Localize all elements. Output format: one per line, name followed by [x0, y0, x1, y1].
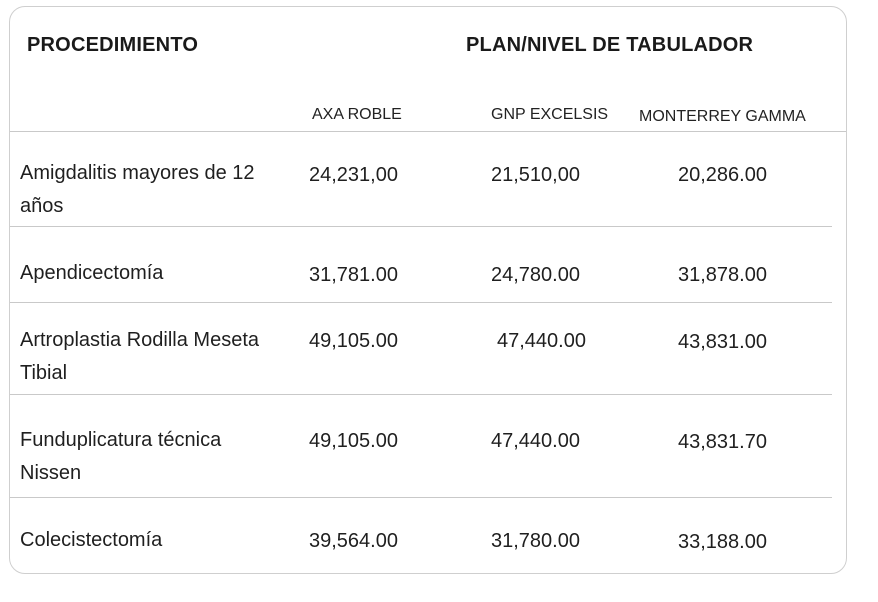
row-value-gnp: 47,440.00 — [497, 330, 586, 352]
row-value-monterrey: 43,831.70 — [678, 431, 767, 453]
row-procedure: Colecistectomía — [20, 529, 163, 551]
row-value-axa: 24,231,00 — [309, 164, 398, 186]
row-procedure: Amigdalitis mayores de 12 años — [20, 162, 255, 217]
header-divider — [10, 131, 846, 132]
row-value-axa: 31,781.00 — [309, 264, 398, 286]
row-divider — [10, 497, 832, 498]
row-value-monterrey: 20,286.00 — [678, 164, 767, 186]
procedure-header: PROCEDIMIENTO — [27, 34, 199, 56]
plan-header: PLAN/NIVEL DE TABULADOR — [466, 34, 754, 56]
row-value-monterrey: 43,831.00 — [678, 331, 767, 353]
row-value-gnp: 31,780.00 — [491, 530, 580, 552]
row-procedure: Apendicectomía — [20, 262, 164, 284]
row-value-monterrey: 31,878.00 — [678, 264, 767, 286]
column-header-axa: AXA ROBLE — [312, 106, 402, 123]
row-value-axa: 39,564.00 — [309, 530, 398, 552]
row-value-axa: 49,105.00 — [309, 330, 398, 352]
row-divider — [10, 302, 832, 303]
row-value-axa: 49,105.00 — [309, 430, 398, 452]
row-value-gnp: 47,440.00 — [491, 430, 580, 452]
row-value-monterrey: 33,188.00 — [678, 531, 767, 553]
row-value-gnp: 21,510,00 — [491, 164, 580, 186]
column-header-monterrey: MONTERREY GAMMA — [639, 108, 806, 125]
column-header-gnp: GNP EXCELSIS — [491, 106, 609, 123]
row-procedure: Funduplicatura técnica Nissen — [20, 429, 222, 484]
row-value-gnp: 24,780.00 — [491, 264, 580, 286]
row-procedure: Artroplastia Rodilla Meseta Tibial — [20, 329, 259, 384]
row-divider — [10, 394, 832, 395]
row-divider — [10, 226, 832, 227]
